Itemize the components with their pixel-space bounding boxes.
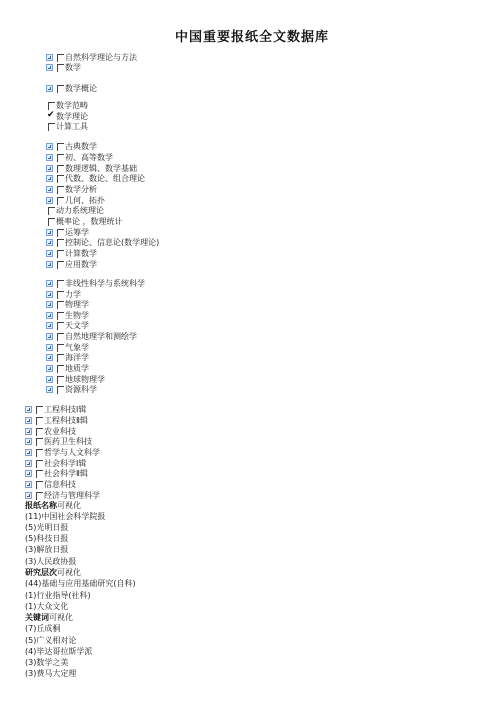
expand-icon[interactable] [46, 312, 53, 319]
expand-icon[interactable] [46, 239, 53, 246]
list-item[interactable]: (44)基础与应用基础研究(自科) [25, 579, 136, 588]
tree-node-label[interactable]: 计算数学 [65, 249, 97, 258]
tree-node-label[interactable]: 力学 [65, 290, 81, 299]
checkbox[interactable] [57, 165, 64, 173]
checkbox[interactable] [57, 197, 64, 205]
tree-node[interactable] [46, 184, 97, 195]
expand-icon[interactable] [46, 322, 53, 329]
tree-node-label[interactable]: 医药卫生科技 [44, 437, 92, 446]
visualize-link[interactable]: 可视化 [49, 613, 73, 622]
tree-node-label[interactable]: 信息科技 [44, 480, 76, 489]
visualize-link[interactable]: 可视化 [57, 501, 81, 510]
expand-icon[interactable] [25, 470, 32, 477]
list-item[interactable]: (3)解放日报 [25, 545, 69, 554]
expand-icon[interactable] [46, 186, 53, 193]
list-item[interactable]: (4)毕达哥拉斯学派 [25, 647, 93, 656]
tree-node-label[interactable]: 自然科学理论与方法 [65, 53, 137, 62]
checkbox[interactable] [57, 333, 64, 341]
tree-node-label[interactable]: 数学理论 [56, 112, 88, 121]
checkbox[interactable] [57, 154, 64, 162]
list-item[interactable]: (3)人民政协报 [25, 557, 77, 566]
checkbox[interactable] [48, 123, 55, 131]
tree-node-label[interactable]: 运筹学 [65, 228, 89, 237]
expand-icon[interactable] [25, 481, 32, 488]
expand-icon[interactable] [25, 460, 32, 467]
expand-icon[interactable] [46, 386, 53, 393]
tree-node-label[interactable]: 自然地理学和测绘学 [65, 332, 137, 341]
tree-node[interactable] [46, 320, 89, 331]
tree-node[interactable] [46, 248, 97, 259]
tree-node[interactable] [25, 479, 76, 490]
checkbox[interactable] [48, 218, 55, 226]
tree-node-label[interactable]: 天文学 [65, 321, 89, 330]
expand-icon[interactable] [46, 85, 53, 92]
checkbox[interactable] [36, 428, 43, 436]
expand-icon[interactable] [46, 261, 53, 268]
expand-icon[interactable] [46, 229, 53, 236]
checkbox[interactable] [57, 54, 64, 62]
tree-node-label[interactable]: 农业科技 [44, 427, 76, 436]
tree-node[interactable] [48, 121, 88, 132]
checkbox[interactable] [57, 291, 64, 299]
checkbox[interactable] [57, 64, 64, 72]
visualize-link[interactable]: 可视化 [57, 568, 81, 577]
tree-node-label[interactable]: 社会科学Ⅱ辑 [44, 469, 88, 478]
expand-icon[interactable] [25, 406, 32, 413]
tree-node[interactable] [25, 447, 100, 458]
tree-node-label[interactable]: 代数、数论、组合理论 [65, 174, 145, 183]
tree-node[interactable] [46, 83, 97, 94]
expand-icon[interactable] [46, 250, 53, 257]
checkbox[interactable] [57, 175, 64, 183]
section-heading: 研究层次 [25, 568, 57, 577]
tree-node[interactable] [46, 384, 97, 395]
expand-icon[interactable] [46, 64, 53, 71]
expand-icon[interactable] [46, 143, 53, 150]
list-item[interactable]: (3)数学之美 [25, 658, 69, 667]
tree-node-label[interactable]: 生物学 [65, 311, 89, 320]
expand-icon[interactable] [46, 154, 53, 161]
section-heading: 报纸名称 [25, 501, 57, 510]
tree-node[interactable] [25, 415, 88, 426]
tree-node-label[interactable]: 概率论 ，数理统计 [56, 217, 123, 226]
tree-node[interactable] [46, 363, 89, 374]
page-title: 中国重要报纸全文数据库 [174, 30, 329, 45]
list-item[interactable]: (5)科技日报 [25, 534, 69, 543]
checkbox[interactable] [57, 301, 64, 309]
checkbox[interactable] [57, 344, 64, 352]
section-header-keywords [25, 612, 73, 623]
tree-node-label[interactable]: 初、高等数学 [65, 153, 113, 162]
tree-node-label[interactable]: 地球物理学 [65, 375, 105, 384]
tree-node-label[interactable]: 几何、拓扑 [65, 196, 105, 205]
tree-node[interactable] [46, 141, 97, 152]
tree-node-label[interactable]: 数学 [65, 63, 81, 72]
expand-icon[interactable] [46, 365, 53, 372]
checkbox[interactable] [36, 438, 43, 446]
checkbox[interactable] [36, 449, 43, 457]
expand-icon[interactable] [25, 438, 32, 445]
tree-node[interactable] [46, 173, 145, 184]
section-header-level [25, 567, 81, 578]
expand-icon[interactable] [25, 417, 32, 424]
checkbox[interactable] [57, 250, 64, 258]
tree-node-label[interactable]: 数学概论 [65, 84, 97, 93]
tree-node-label[interactable]: 计算工具 [56, 122, 88, 131]
list-item[interactable]: (1)大众文化 [25, 602, 69, 611]
expand-icon[interactable] [46, 301, 53, 308]
tree-node-label[interactable]: 工程科技Ⅰ辑 [44, 405, 87, 414]
checkbox[interactable] [57, 354, 64, 362]
checkbox[interactable] [57, 261, 64, 269]
tree-node[interactable] [46, 278, 145, 289]
list-item[interactable]: (3)费马大定理 [25, 669, 77, 678]
tree-node-label[interactable]: 地质学 [65, 364, 89, 373]
checkbox[interactable] [36, 406, 43, 414]
list-item[interactable]: (5)光明日报 [25, 523, 69, 532]
tree-node-label[interactable]: 古典数学 [65, 142, 97, 151]
tree-node[interactable] [46, 299, 89, 310]
expand-icon[interactable] [25, 449, 32, 456]
expand-icon[interactable] [46, 175, 53, 182]
tree-node-label[interactable]: 数学分析 [65, 185, 97, 194]
tree-node-label[interactable]: 应用数学 [65, 260, 97, 269]
tree-node[interactable] [46, 352, 89, 363]
expand-icon[interactable] [46, 344, 53, 351]
checkbox[interactable] [57, 312, 64, 320]
checkbox[interactable] [48, 102, 55, 110]
checkbox[interactable] [57, 143, 64, 151]
checkbox[interactable] [57, 322, 64, 330]
tree-node[interactable] [25, 436, 92, 447]
expand-icon[interactable] [46, 354, 53, 361]
tree-node-label[interactable]: 物理学 [65, 300, 89, 309]
checkbox[interactable] [36, 481, 43, 489]
expand-icon[interactable] [46, 54, 53, 61]
tree-node-label[interactable]: 控制论、信息论(数学理论) [65, 238, 160, 247]
tree-node-label[interactable]: 非线性科学与系统科学 [65, 279, 145, 288]
tree-node-label[interactable]: 工程科技Ⅱ辑 [44, 416, 88, 425]
expand-icon[interactable] [25, 428, 32, 435]
checkbox[interactable] [48, 207, 55, 215]
checkbox[interactable] [57, 239, 64, 247]
tree-node-label[interactable]: 动力系统理论 [56, 206, 104, 215]
section-header-newspaper [25, 500, 81, 511]
checkbox-checked[interactable] [48, 113, 55, 121]
expand-icon[interactable] [25, 492, 32, 499]
checkbox[interactable] [57, 229, 64, 237]
tree-node[interactable] [25, 404, 86, 415]
section-heading: 关键词 [25, 613, 49, 622]
tree-node[interactable] [46, 259, 97, 270]
checkbox[interactable] [57, 85, 64, 93]
tree-node-label[interactable]: 哲学与人文科学 [44, 448, 100, 457]
checkbox[interactable] [57, 280, 64, 288]
tree-node-label[interactable]: 数学范畴 [56, 101, 88, 110]
list-item[interactable]: (5)广义相对论 [25, 636, 77, 645]
checkbox[interactable] [36, 417, 43, 425]
tree-node-label[interactable]: 资源科学 [65, 385, 97, 394]
checkbox[interactable] [57, 376, 64, 384]
tree-node[interactable] [46, 331, 137, 342]
checkbox[interactable] [36, 460, 43, 468]
expand-icon[interactable] [46, 333, 53, 340]
expand-icon[interactable] [46, 280, 53, 287]
tree-node-label[interactable]: 经济与管理科学 [44, 491, 100, 500]
list-item[interactable]: (1)行业指导(社科) [25, 591, 91, 600]
tree-node[interactable] [46, 62, 81, 73]
tree-node-label[interactable]: 海洋学 [65, 353, 89, 362]
tree-node-label[interactable]: 数理逻辑、数学基础 [65, 164, 137, 173]
tree-node[interactable] [46, 237, 159, 248]
expand-icon[interactable] [46, 165, 53, 172]
tree-node-label[interactable]: 社会科学Ⅰ辑 [44, 459, 87, 468]
tree-node[interactable] [48, 216, 123, 227]
checkbox[interactable] [57, 365, 64, 373]
checkbox[interactable] [57, 386, 64, 394]
tree-node-label[interactable]: 气象学 [65, 343, 89, 352]
tree-node[interactable] [25, 468, 88, 479]
checkbox[interactable] [57, 186, 64, 194]
tree-node[interactable] [48, 205, 104, 216]
expand-icon[interactable] [46, 197, 53, 204]
checkbox[interactable] [36, 470, 43, 478]
checkbox[interactable] [36, 492, 43, 500]
list-item[interactable]: (7)丘成桐 [25, 624, 61, 633]
list-item[interactable]: (11)中国社会科学院报 [25, 512, 106, 521]
tree-node[interactable] [46, 152, 113, 163]
expand-icon[interactable] [46, 376, 53, 383]
expand-icon[interactable] [46, 291, 53, 298]
